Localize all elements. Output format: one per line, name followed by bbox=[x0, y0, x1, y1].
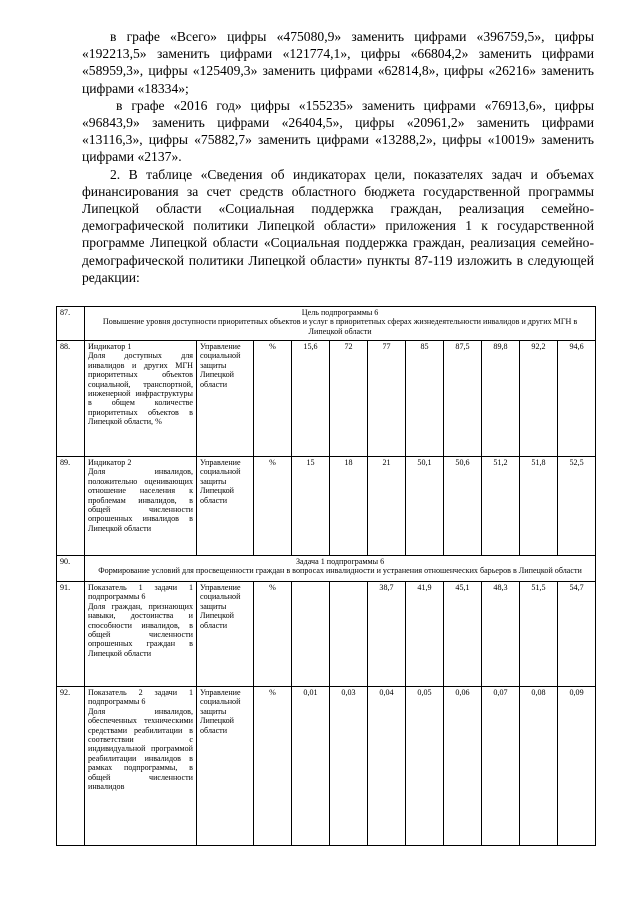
responsible-executor: Управление социальной защиты Липецкой области bbox=[197, 457, 254, 556]
indicator-value: 45,1 bbox=[444, 582, 482, 687]
responsible-executor: Управление социальной защиты Липецкой области bbox=[197, 582, 254, 687]
table-section-row bbox=[57, 556, 596, 582]
indicator-value: 18 bbox=[330, 457, 368, 556]
indicator-value: 52,5 bbox=[558, 457, 596, 556]
table-row bbox=[57, 582, 596, 687]
indicator-value: 89,8 bbox=[482, 341, 520, 457]
indicator-value: 15 bbox=[292, 457, 330, 556]
row-number: 91. bbox=[57, 582, 85, 687]
indicators-table bbox=[56, 306, 596, 846]
indicator-value: 21 bbox=[368, 457, 406, 556]
indicator-value: 54,7 bbox=[558, 582, 596, 687]
indicator-value: 92,2 bbox=[520, 341, 558, 457]
indicator-value: 0,04 bbox=[368, 687, 406, 846]
indicator-value: 51,5 bbox=[520, 582, 558, 687]
row-number: 89. bbox=[57, 457, 85, 556]
indicator-name: Индикатор 1 Доля доступных для инвалидов и других МГН приоритетных объектов социальной, транспортной, инженерной инфраструктуры в общем количестве приоритетных объектов в Липецкой области, % bbox=[85, 341, 197, 457]
indicator-value: 0,05 bbox=[406, 687, 444, 846]
document-text bbox=[82, 28, 594, 286]
table-row bbox=[57, 687, 596, 846]
row-number: 87. bbox=[57, 307, 85, 341]
indicator-value: 0,06 bbox=[444, 687, 482, 846]
indicator-value: 0,03 bbox=[330, 687, 368, 846]
unit-of-measure: % bbox=[254, 457, 292, 556]
indicator-name: Индикатор 2 Доля инвалидов, положительно оценивающих отношение населения к проблемам инвалидов, в общей численности опрошенных инвалидов в Липецкой области bbox=[85, 457, 197, 556]
indicator-value: 50,1 bbox=[406, 457, 444, 556]
indicator-value: 50,6 bbox=[444, 457, 482, 556]
indicator-value bbox=[330, 582, 368, 687]
paragraph-2016-column: в графе «2016 год» цифры «155235» заменить цифрами «76913,6», цифры «96843,9» заменить цифрами «26404,5», цифры «20961,2» заменить цифрами «13116,3», цифры «75882,7» заменить цифрами «13288,2», цифры «10019» заменить цифрами «2137». bbox=[82, 97, 594, 165]
indicator-value: 72 bbox=[330, 341, 368, 457]
row-number: 88. bbox=[57, 341, 85, 457]
indicator-value: 38,7 bbox=[368, 582, 406, 687]
indicator-value: 94,6 bbox=[558, 341, 596, 457]
unit-of-measure: % bbox=[254, 687, 292, 846]
unit-of-measure: % bbox=[254, 582, 292, 687]
indicator-value: 0,09 bbox=[558, 687, 596, 846]
section-title: Цель подпрограммы 6 Повышение уровня доступности приоритетных объектов и услуг в приоритетных сферах жизнедеятельности инвалидов и других МГН в Липецкой области bbox=[85, 307, 596, 341]
table-section-row bbox=[57, 307, 596, 341]
row-number: 90. bbox=[57, 556, 85, 582]
indicator-value: 48,3 bbox=[482, 582, 520, 687]
indicator-value: 51,8 bbox=[520, 457, 558, 556]
responsible-executor: Управление социальной защиты Липецкой области bbox=[197, 341, 254, 457]
indicator-value: 41,9 bbox=[406, 582, 444, 687]
paragraph-total-column: в графе «Всего» цифры «475080,9» заменить цифрами «396759,5», цифры «192213,5» заменить цифрами «121774,1», цифры «66804,2» заменить цифрами «58959,3», цифры «125409,3» заменить цифрами «62814,8», цифры «26216» заменить цифрами «18334»; bbox=[82, 29, 594, 96]
table-row bbox=[57, 457, 596, 556]
indicator-value: 77 bbox=[368, 341, 406, 457]
indicator-value bbox=[292, 582, 330, 687]
unit-of-measure: % bbox=[254, 341, 292, 457]
indicator-value: 15,6 bbox=[292, 341, 330, 457]
indicator-value: 87,5 bbox=[444, 341, 482, 457]
section-title: Задача 1 подпрограммы 6 Формирование условий для просвещенности граждан в вопросах инвалидности и устранения отношенческих барьеров в Липецкой области bbox=[85, 556, 596, 582]
indicator-name: Показатель 1 задачи 1 подпрограммы 6 Доля граждан, признающих навыки, достоинства и способности инвалидов, в общей численности опрошенных граждан в Липецкой области bbox=[85, 582, 197, 687]
indicator-value: 85 bbox=[406, 341, 444, 457]
indicator-value: 0,01 bbox=[292, 687, 330, 846]
indicator-value: 0,08 bbox=[520, 687, 558, 846]
indicator-name: Показатель 2 задачи 1 подпрограммы 6 Доля инвалидов, обеспеченных техническими средствами реабилитации в соответствии с индивидуальной программой реабилитации инвалидов в рамках подпрограммы, в общей численности инвалидов bbox=[85, 687, 197, 846]
row-number: 92. bbox=[57, 687, 85, 846]
responsible-executor: Управление социальной защиты Липецкой области bbox=[197, 687, 254, 846]
table-row bbox=[57, 341, 596, 457]
indicator-value: 51,2 bbox=[482, 457, 520, 556]
indicator-value: 0,07 bbox=[482, 687, 520, 846]
paragraph-table-instruction: 2. В таблице «Сведения об индикаторах цели, показателях задач и объемах финансирования за счет средств областного бюджета государственной программы Липецкой области «Социальная поддержка граждан, реализация семейно-демографической политики Липецкой области» приложения 1 к государственной программе Липецкой области «Социальная поддержка граждан, реализация семейно-демографической политики Липецкой области» пункты 87-119 изложить в следующей редакции: bbox=[82, 166, 594, 285]
